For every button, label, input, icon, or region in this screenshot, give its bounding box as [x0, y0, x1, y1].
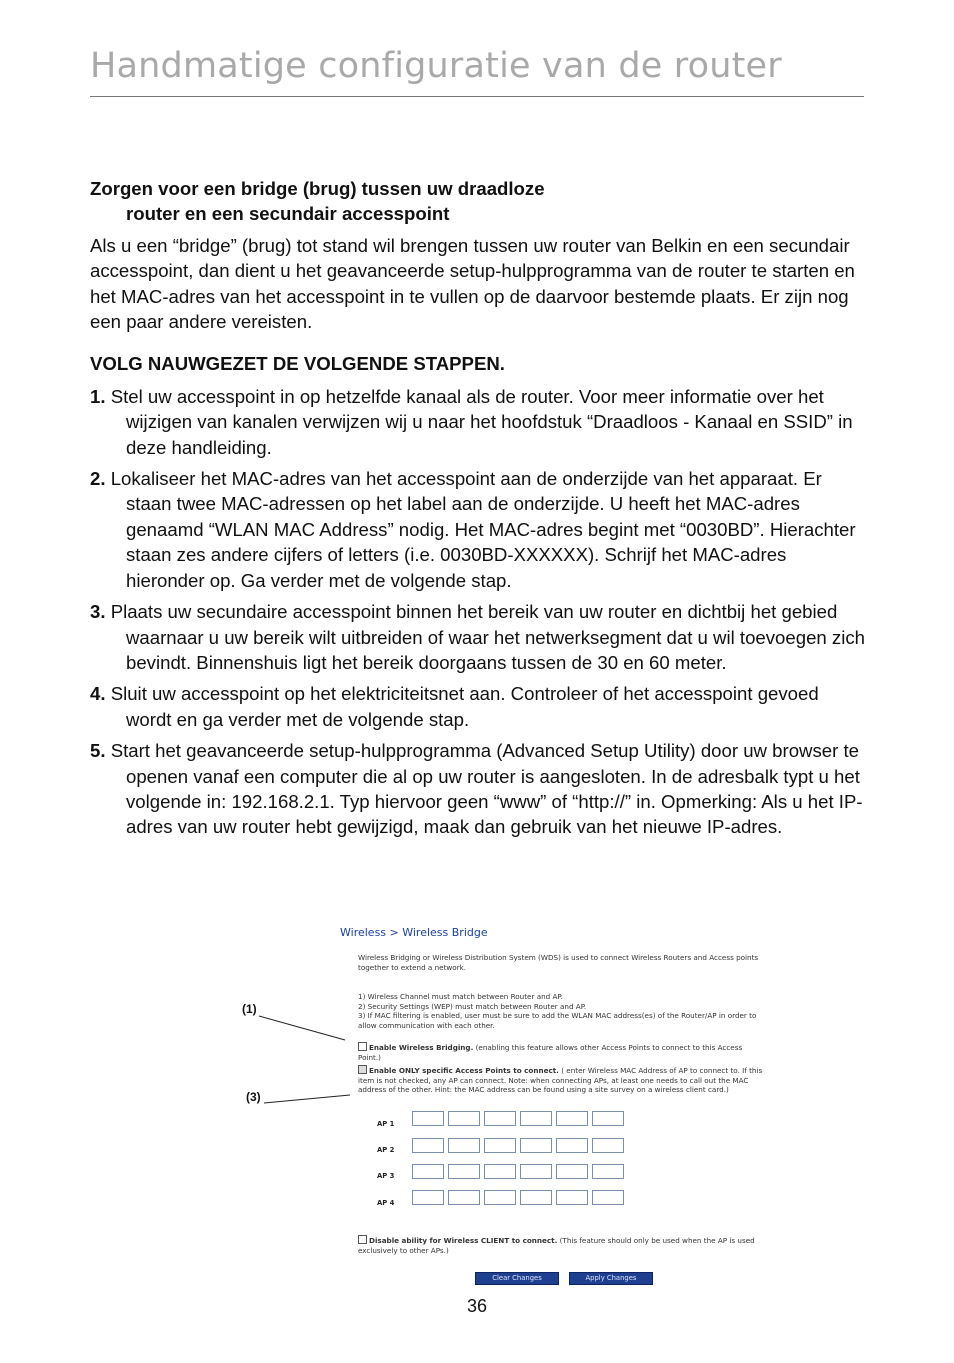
page-title: Handmatige configuratie van de router [90, 46, 782, 86]
section-heading-line1: Zorgen voor een bridge (brug) tussen uw draadloze [90, 178, 545, 199]
callout-1-label: (1) [242, 1002, 257, 1016]
step-text: Lokaliseer het MAC-adres van het accesspoint aan de onderzijde van het apparaat. Er staan twee MAC-adressen op het label aan de onderzijde. U heeft het MAC-adres genaamd “WLAN MAC Address” nodig. Het MAC-adres begint met “0030BD”. Hierachter staan zes andere cijfers of letters (i.e. 0030BD-XXXXXX). Schrijf het MAC-adres hieronder op. Ga verder met de volgende stap. [110, 468, 856, 591]
ap-label: AP 4 [377, 1199, 395, 1207]
option-note: ( enter Wireless MAC Address of AP to connect to. If this item is not checked, any AP can connect. Note: when connecting APs, at least one needs to call out the MAC address of the other. Hint: the MAC address can be found using a site survey on a wireless client card.) [358, 1066, 763, 1095]
step-number: 3. [90, 601, 106, 623]
bridge-description: Wireless Bridging or Wireless Distribution System (WDS) is used to connect Wireless Routers and Access points together to extend a network. [358, 953, 759, 972]
section-heading-line2: router en een secundair accesspoint [126, 203, 450, 225]
callout-3-label: (3) [246, 1090, 261, 1104]
step-number: 5. [90, 740, 106, 762]
page-number: 36 [466, 1296, 488, 1316]
option-label: Disable ability for Wireless CLIENT to connect. [369, 1236, 558, 1245]
ap-label: AP 1 [377, 1120, 395, 1128]
breadcrumb: Wireless > Wireless Bridge [340, 926, 488, 939]
steps-heading: VOLG NAUWGEZET DE VOLGENDE STAPPEN. [90, 353, 505, 375]
callout-3-line [264, 1095, 350, 1103]
step-number: 2. [90, 468, 106, 490]
step-text: Stel uw accesspoint in op hetzelfde kanaal als de router. Voor meer informatie over het wijzigen van kanalen verwijzen wij u naar het hoofdstuk “Draadloos - Kanaal en SSID” in deze handleiding. [110, 385, 853, 458]
step-number: 4. [90, 683, 106, 705]
intro-paragraph: Als u een “bridge” (brug) tot stand wil brengen tussen uw router van Belkin en een secundair accesspoint, dan dient u het geavanceerde setup-hulpprogramma van de router te starten en het MAC-adres van het accesspoint in te vullen op de daarvoor bestemde plaats. Er zijn nog een paar andere vereisten. [90, 234, 855, 333]
ap-label: AP 2 [377, 1146, 395, 1154]
ap-label: AP 3 [377, 1172, 395, 1180]
option-label: Enable ONLY specific Access Points to connect. [369, 1066, 559, 1075]
step-number: 1. [90, 385, 106, 407]
apply-changes-button[interactable]: Apply Changes [569, 1272, 653, 1285]
step-text: Sluit uw accesspoint op het elektriciteitsnet aan. Controleer of het accesspoint gevoed wordt en ga verder met de volgende stap. [110, 683, 819, 730]
requirement-3: 3) If MAC filtering is enabled, user must be sure to add the WLAN MAC address(es) of the Router/AP in order to allow communication with each other. [358, 1011, 757, 1030]
requirement-2: 2) Security Settings (WEP) must match between Router and AP. [358, 1001, 587, 1011]
option-note: (This feature should only be used when the AP is used exclusively to other APs.) [358, 1236, 755, 1255]
option-label: Enable Wireless Bridging. [369, 1043, 474, 1052]
option-note: (enabling this feature allows other Access Points to connect to this Access Point.) [358, 1043, 743, 1062]
step-text: Start het geavanceerde setup-hulpprogramma (Advanced Setup Utility) door uw browser te openen vanaf een computer die al op uw router is aangesloten. In de adresbalk typt u het volgende in: 192.168.2.1. Typ hiervoor geen “www” of “http://” in. Opmerking: Als u het IP-adres van uw router hebt gewijzigd, maak dan gebruik van het nieuwe IP-adres. [110, 740, 863, 838]
requirement-1: 1) Wireless Channel must match between Router and AP. [358, 992, 563, 1001]
step-text: Plaats uw secundaire accesspoint binnen het bereik van uw router en dichtbij het gebied waarnaar u uw bereik wilt uitbreiden of waar het netwerksegment dat u wil toevoegen zich bevindt. Binnenshuis ligt het bereik doorgaans tussen de 30 en 60 meter. [110, 601, 865, 673]
clear-changes-button[interactable]: Clear Changes [475, 1272, 559, 1285]
callout-1-line [259, 1016, 345, 1040]
